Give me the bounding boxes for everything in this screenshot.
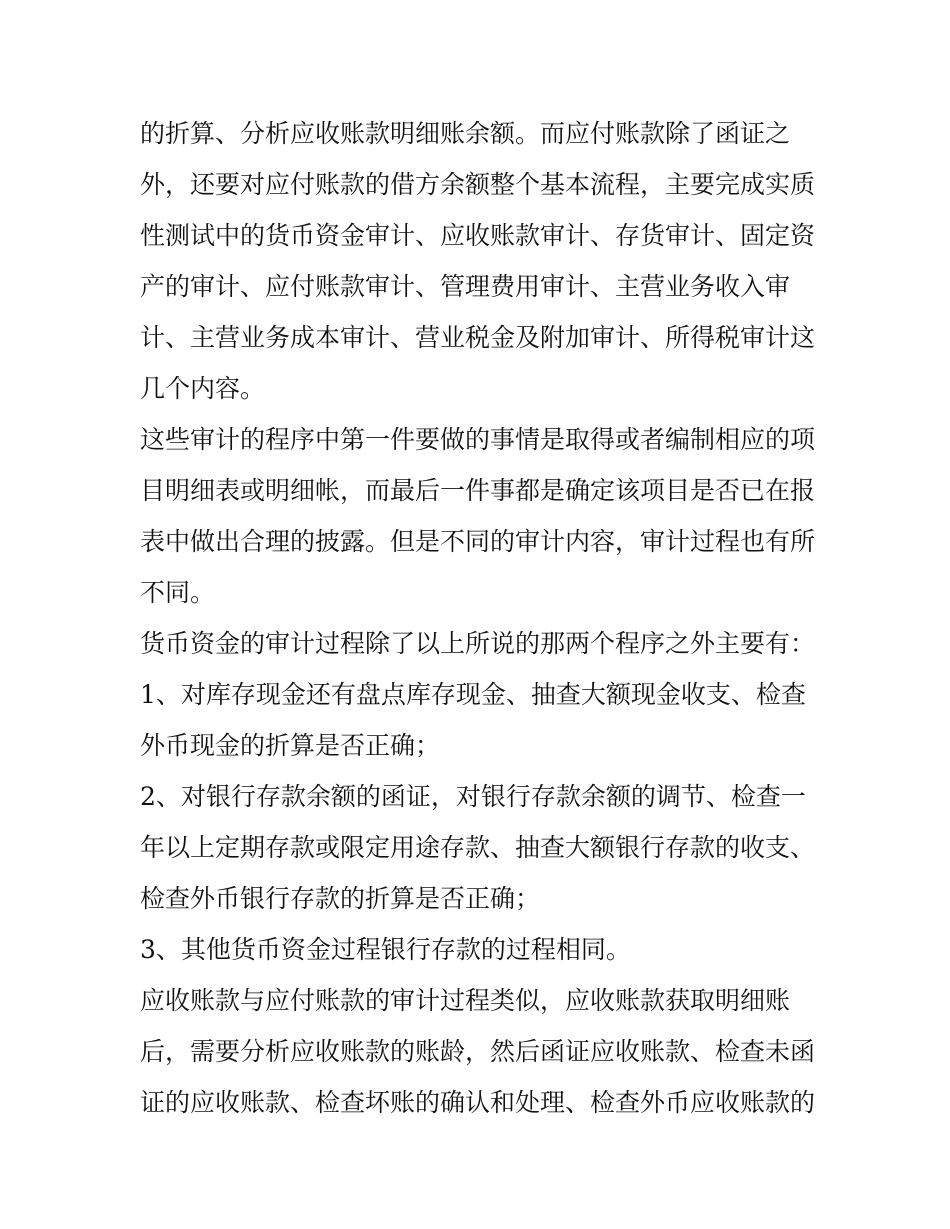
- paragraph-audit-scope: 的折算、分析应收账款明细账余额。而应付账款除了函证之 外，还要对应付账款的借方余额整个基本流程，主要完成实质 性测试中的货币资金审计、应收账款审计、存货审计、固定资 产的审计、应付账款审计、管理费用审计、主营业务收入审 计、主营业务成本审计、营业税金及附加审计、所得税审计这 几个内容。: [140, 119, 816, 403]
- list-item-bank-deposits: 2、对银行存款余额的函证，对银行存款余额的调节、检查一 年以上定期存款或限定用途存款、抽查大额银行存款的收支、 检查外币银行存款的折算是否正确；: [140, 782, 816, 913]
- paragraph-cash-audit-intro: 货币资金的审计过程除了以上所说的那两个程序之外主要有：: [140, 629, 816, 658]
- paragraph-audit-procedures: 这些审计的程序中第一件要做的事情是取得或者编制相应的项 目明细表或明细帐，而最后一件事都是确定该项目是否已在报 表中做出合理的披露。但是不同的审计内容，审计过程也有所 不同。: [140, 425, 816, 607]
- document-body: [140, 108, 815, 1128]
- list-item-other-funds: 3、其他货币资金过程银行存款的过程相同。: [140, 935, 631, 964]
- list-item-cash-on-hand: 1、对库存现金还有盘点库存现金、抽查大额现金收支、检查 外币现金的折算是否正确；: [140, 680, 806, 760]
- paragraph-receivables-audit: 应收账款与应付账款的审计过程类似，应收账款获取明细账 后，需要分析应收账款的账龄，然后函证应收账款、检查未函 证的应收账款、检查坏账的确认和处理、检查外币应收账款的: [140, 986, 816, 1117]
